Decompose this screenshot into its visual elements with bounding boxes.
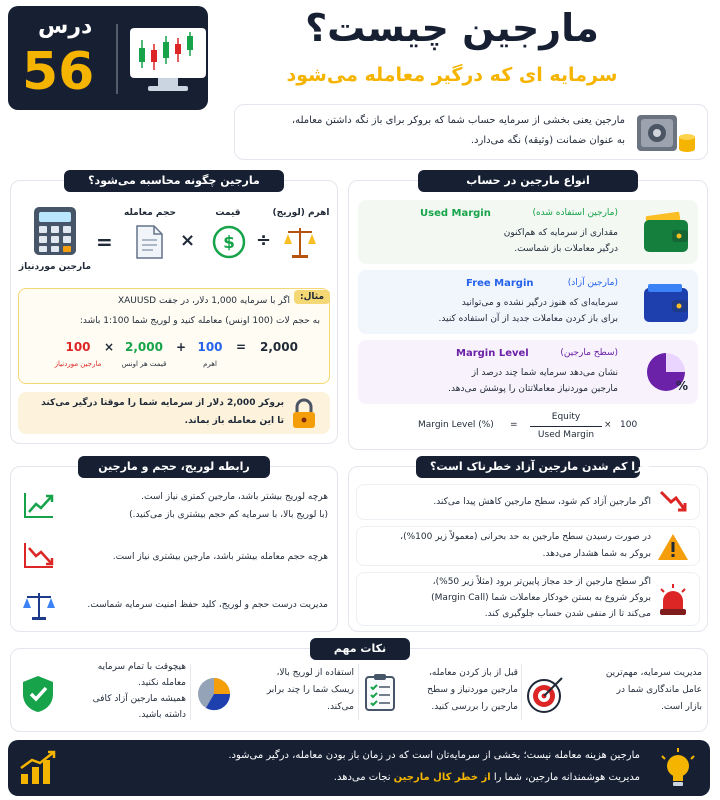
example-plus: + <box>176 340 187 354</box>
danger-item-2a: در صورت رسیدن سطح مارجین به حد بحرانی (معمولاً زیر 100%)، <box>400 532 651 542</box>
percent-pie-icon <box>644 350 688 398</box>
tip-1-line-2: عامل ماندگاری شما در <box>616 685 702 695</box>
margin-level-formula <box>358 410 698 444</box>
example-value-margin: 100 <box>65 340 91 354</box>
formula-numerator: Equity <box>551 412 581 422</box>
formula-times: × <box>604 420 612 430</box>
example-label-price: قیمت هر اونس <box>121 360 167 368</box>
margin-level-desc-1: نشان می‌دهد سرمایه شما چند درصد از <box>471 368 618 378</box>
example-times: × <box>104 340 115 354</box>
free-margin-row <box>358 270 698 334</box>
margin-level-en: Margin Level <box>456 348 529 359</box>
arrow-down-icon <box>657 488 689 520</box>
calc-title: مارجین چگونه محاسبه می‌شود؟ <box>64 170 284 192</box>
example-result: 2,000 <box>260 340 298 354</box>
intro-line-2: به عنوان ضمانت (وثیقه) نگه می‌دارد. <box>470 135 625 146</box>
example-label-margin: مارجین موردنیاز <box>54 360 102 368</box>
danger-row-2 <box>356 526 700 566</box>
danger-item-2b: بروکر به شما هشدار می‌دهد. <box>542 549 651 559</box>
danger-item-3c: می‌کند تا از منفی شدن حساب جلوگیری کند. <box>484 609 651 619</box>
calc-note-line-2: تا این معامله باز بماند. <box>184 416 284 426</box>
footer-bar <box>8 740 710 796</box>
wallet-green-icon <box>642 210 690 258</box>
example-value-price: 2,000 <box>125 340 163 354</box>
formula-denominator: Used Margin <box>537 430 595 440</box>
tip-1-line-1: مدیریت سرمایه، مهم‌ترین <box>605 668 702 678</box>
lesson-label: درس <box>38 14 93 39</box>
margin-level-row <box>358 340 698 404</box>
checklist-icon <box>364 672 396 716</box>
wallet-blue-icon <box>642 280 690 328</box>
calc-volume-label: حجم معامله <box>124 208 176 218</box>
example-value-leverage: 100 <box>197 340 223 354</box>
divider-1 <box>521 664 522 720</box>
formula-left: Margin Level (%) <box>418 420 494 430</box>
calculator-icon <box>32 205 78 261</box>
free-margin-fa: (مارجین آزاد) <box>567 278 618 288</box>
calc-price-label: قیمت <box>215 208 241 218</box>
formula-eq: = <box>510 420 518 430</box>
equals-sign: = <box>96 230 113 254</box>
danger-item-3a: اگر سطح مارجین از حد مجاز پایین‌تر برود (مثلاً زیر 50%)، <box>432 577 651 587</box>
example-line-1: اگر با سرمایه 1,000 دلار، در جفت XAUUSD <box>117 296 290 306</box>
alarm-siren-icon <box>657 583 689 621</box>
free-margin-desc-1: سرمایه‌ای که هنوز درگیر نشده و می‌توانید <box>461 298 618 308</box>
tip-3-line-1: استفاده از لوریج بالا، <box>276 668 354 678</box>
svg-text:$: $ <box>223 233 235 253</box>
relation-item-1b: (با لوریج بالا، با سرمایه کم حجم بیشتری باز می‌کنید.) <box>129 510 328 520</box>
trend-up-icon <box>22 490 56 524</box>
calc-leverage-label: اهرم (لوریج) <box>272 208 330 218</box>
balance-icon <box>22 590 56 626</box>
divider-3 <box>190 664 191 720</box>
safe-icon <box>635 111 697 159</box>
tip-2-line-2: مارجین موردنیاز و سطح <box>427 685 518 695</box>
shield-check-icon <box>20 674 56 718</box>
used-margin-row <box>358 200 698 264</box>
intro-line-1: مارجین یعنی بخشی از سرمایه حساب شما که بروکر برای باز نگه داشتن معامله، <box>291 115 625 126</box>
calc-result-label: مارجین موردنیاز <box>18 262 92 272</box>
tip-3-line-2: ریسک شما را چند برابر <box>266 685 354 695</box>
page-title: مارجین چیست؟ <box>305 6 599 50</box>
used-margin-fa: (مارجین استفاده شده) <box>532 208 618 218</box>
tip-1-line-3: بازار است. <box>660 702 702 712</box>
example-label-leverage: اهرم <box>203 360 217 368</box>
margin-level-desc-2: مارجین موردنیاز معاملاتتان را پوشش می‌دهد. <box>448 384 618 394</box>
danger-item-3b: بروکر شروع به بستن خودکار معاملات شما (Margin Call) <box>431 593 651 603</box>
trend-down-icon <box>22 540 56 574</box>
example-line-2: به حجم لات (100 اونس) معامله کنید و لوریج شما 1:100 باشد: <box>79 316 320 326</box>
tip-2-line-1: قبل از باز کردن معامله، <box>428 668 518 678</box>
lock-icon <box>290 398 318 434</box>
divider-2 <box>358 664 359 720</box>
footer-line-1: مارجین هزینه معامله نیست؛ بخشی از سرمایه‌تان است که در زمان باز بودن معامله، درگیر می‌شود. <box>228 750 640 761</box>
types-title: انواع مارجین در حساب <box>418 170 638 192</box>
free-margin-desc-2: برای باز کردن معاملات جدید از آن استفاده کنید. <box>438 314 618 324</box>
tip-2-line-3: مارجین را بررسی کنید. <box>431 702 518 712</box>
target-icon <box>526 674 566 718</box>
scale-icon <box>282 224 318 264</box>
tip-4-line-1: هیچوقت با تمام سرمایه <box>97 662 186 672</box>
lightbulb-icon <box>656 746 700 794</box>
relation-item-2: هرچه حجم معامله بیشتر باشد، مارجین بیشتری نیاز است. <box>112 552 328 562</box>
margin-level-fa: (سطح مارجین) <box>560 348 618 358</box>
relation-item-1a: هرچه لوریج بیشتر باشد، مارجین کمتری نیاز است. <box>141 492 328 502</box>
footer-line-2-post: نجات می‌دهد. <box>333 772 394 783</box>
danger-row-3 <box>356 572 700 626</box>
danger-row-1 <box>356 484 700 520</box>
dollar-icon <box>212 225 246 263</box>
divide-sign: ÷ <box>256 230 272 251</box>
used-margin-en: Used Margin <box>420 208 491 219</box>
page-subtitle: سرمایه ای که درگیر معامله می‌شود <box>286 64 618 86</box>
lesson-badge <box>8 6 208 110</box>
tip-4-line-2: معامله نکنید. <box>138 678 186 688</box>
relation-item-3: مدیریت درست حجم و لوریج، کلید حفظ امنیت سرمایه شماست. <box>87 600 328 610</box>
used-margin-desc-2: درگیر معاملات باز شماست. <box>514 244 618 254</box>
monitor-chart-icon <box>128 26 208 98</box>
lesson-divider <box>116 24 118 94</box>
intro-card <box>234 104 708 160</box>
tip-4-line-4: داشته باشید. <box>138 710 186 720</box>
formula-fraction-line <box>530 426 602 427</box>
times-sign: × <box>180 230 196 251</box>
relation-title: رابطه لوریج، حجم و مارجین <box>78 456 270 478</box>
bar-chart-icon <box>18 750 58 790</box>
svg-text:%: % <box>676 379 688 393</box>
footer-line-2-pre: مدیریت هوشمندانه مارجین، شما را <box>490 772 640 783</box>
footer-highlight: از خطر کال مارجین <box>393 772 491 783</box>
formula-factor: 100 <box>620 420 638 430</box>
example-equals: = <box>236 340 247 354</box>
free-margin-en: Free Margin <box>466 278 534 289</box>
tips-title: نکات مهم <box>310 638 410 660</box>
pie-chart-icon <box>196 676 232 716</box>
document-icon <box>134 224 164 264</box>
lesson-number: 56 <box>22 42 95 102</box>
used-margin-desc-1: مقداری از سرمایه که هم‌اکنون <box>503 228 618 238</box>
example-tag: مثال: <box>294 290 330 304</box>
warning-icon <box>657 532 689 566</box>
tip-4-line-3: همیشه مارجین آزاد کافی <box>92 694 186 704</box>
danger-item-1: اگر مارجین آزاد کم شود، سطح مارجین کاهش پیدا می‌کند. <box>433 497 651 507</box>
danger-title: چرا کم شدن مارجین آزاد خطرناک است؟ <box>416 456 640 478</box>
footer-line-2 <box>68 772 640 783</box>
tip-3-line-3: می‌کند. <box>327 702 354 712</box>
calc-note-line-1: بروکر 2,000 دلار از سرمایه شما را موقتا درگیر می‌کند <box>41 398 284 408</box>
